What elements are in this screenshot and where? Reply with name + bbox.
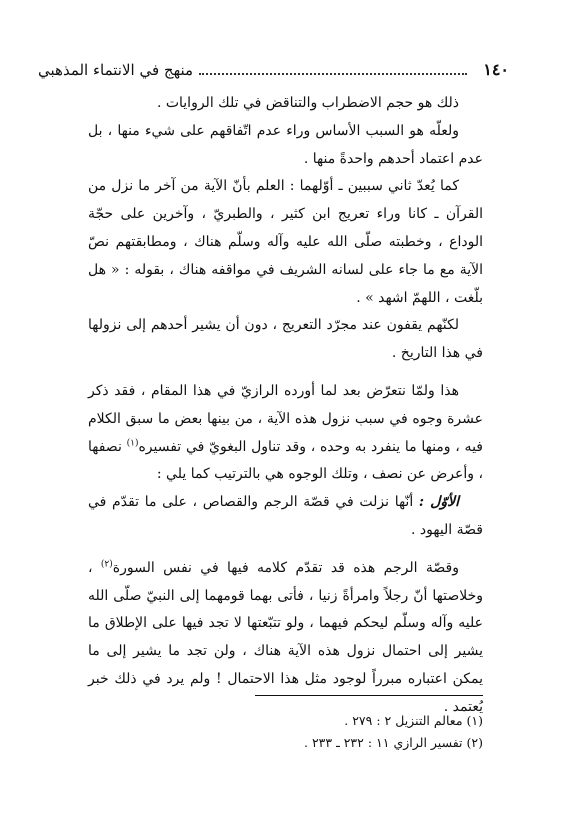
paragraph-4: لكنّهم يقفون عند مجرّد التعريج ، دون أن يشير أحدهم إلى نزولها في هذا التاريخ . — [88, 317, 483, 362]
paragraph-6 — [88, 489, 483, 545]
paragraph-5-text-a: هذا ولمّا نتعرّض بعد لما أورده الرازيّ في هذا المقام ، فقد ذكر عشرة وجوه في سبب نزول هذه الآية ، من بينها بعض ما سبق الكلام فيه ، ومنها ما ينفرد به وحده ، وقد تناول البغويّ في تفسيره — [88, 382, 483, 455]
footnote-divider — [255, 695, 483, 696]
paragraph-7 — [88, 555, 483, 722]
footnote-ref-2: (٢) — [100, 559, 113, 570]
paragraph-5-text-b: نصفها ، وأعرض عن نصف ، وتلك الوجوه هي بالترتيب كما يلي : — [88, 438, 483, 483]
paragraph-7-text-a: وقصّة الرجم هذه قد تقدّم كلامه فيها في نفس السورة — [112, 559, 459, 576]
footnote-ref-1: (١) — [126, 437, 139, 448]
paragraph-3: كما يُعدّ ثاني سببين ـ أوّلهما : العلم بأنّ الآية من آخر ما نزل من القرآن ـ كانا وراء تعريج ابن كثير ، والطبريّ ، وآخرين على حجّة الوداع ، وخطبته صلّى الله عليه وآله وسلّم هناك ، ومطابقتهم نصّ الآية مع ما جاء على لسانه الشريف في مواقفه هناك ، بقوله : « هل بلّغت ، اللهمّ اشهد » . — [88, 178, 484, 306]
paragraph-6-text: أنّها نزلت في قصّة الرجم والقصاص ، على ما تقدّم في قصّة اليهود . — [88, 494, 483, 538]
paragraph-2: ولعلّه هو السبب الأساس وراء عدم اتّفاقهم على شيء منها ، بل عدم اعتماد أحدهم واحدةً منها . — [88, 122, 483, 167]
running-title: منهج في الانتماء المذهبي — [38, 61, 194, 79]
paragraph-7-text-b: ، وخلاصتها أنّ رجلاً وامرأةً زنيا ، فأتى بهما قومهما إلى النبيّ صلّى الله عليه وآله وسلّم ليحكم فيهما ، ولو تتبّعتها لا تجد فيها على الإطلاق ما يشير إلى احتمال نزول هذه الآية هناك ، ولن تجد ما يشير إلى ما يمكن اعتباره مبرراً لوجود مثل هذا الاحتمال ! ولم يرد في ذلك خبر يُعتمد . — [88, 559, 483, 715]
main-text — [88, 90, 483, 722]
page-number: ١٤٠ — [483, 60, 509, 79]
paragraph-1: ذلك هو حجم الاضطراب والتناقض في تلك الروايات . — [156, 95, 459, 111]
header-leader-dots — [199, 63, 467, 75]
paragraph-5 — [88, 378, 483, 489]
footnote-1: (١) معالم التنزيل ٢ : ٢٧٩ . — [344, 713, 483, 728]
footnotes — [88, 710, 483, 754]
footnote-2: (٢) تفسير الرازي ١١ : ٢٣٢ ـ ٢٣٣ . — [304, 735, 483, 750]
item-first-lead: الأوّل : — [418, 494, 459, 511]
page-header — [38, 60, 509, 84]
